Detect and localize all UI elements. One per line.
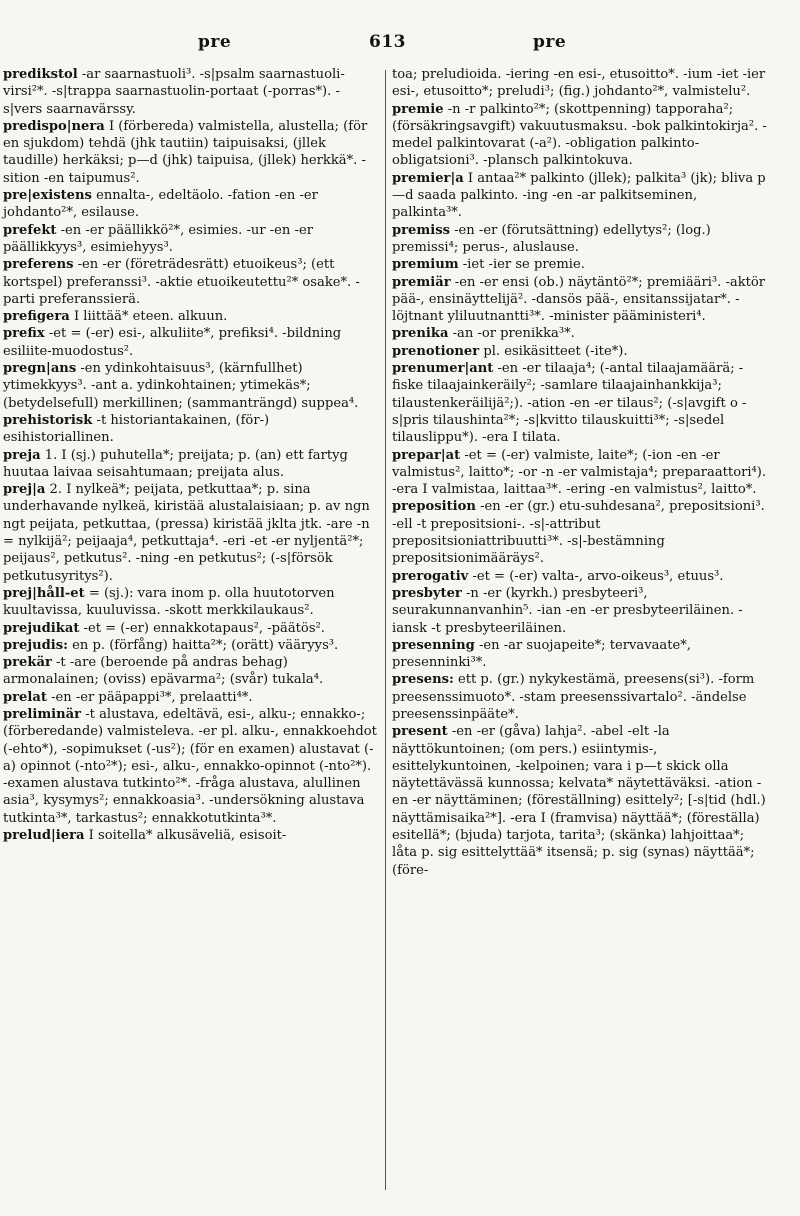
dictionary-entry xyxy=(392,222,768,257)
dictionary-entry xyxy=(3,412,379,447)
entry-headword: prerogativ xyxy=(392,568,469,584)
dictionary-entry xyxy=(3,308,379,325)
entry-headword: preferens xyxy=(3,257,74,273)
header-right-guideword: pre xyxy=(533,32,567,52)
entry-headword: prelud|iera xyxy=(3,828,85,844)
entry-headword: prekär xyxy=(3,655,52,671)
entry-definition: -en -er pääpappi³*, prelaatti⁴*. xyxy=(46,689,253,705)
dictionary-entry xyxy=(3,222,379,257)
dictionary-entry xyxy=(3,325,379,360)
entry-definition: -et = (-er) valmiste, laite*; (-ion -en -er valmistus², laitto*; -or -n -er valmistaja⁴; preparaattori⁴). -era I valmistaa, laittaa³*. -ering -en valmistus², laitto*. xyxy=(392,447,767,498)
entry-headword: prej|a xyxy=(3,482,46,498)
entry-headword: presenning xyxy=(392,637,475,653)
entry-headword: pre|existens xyxy=(3,188,92,204)
dictionary-entry xyxy=(3,637,379,654)
dictionary-entry xyxy=(3,689,379,706)
entry-headword: presbyter xyxy=(392,585,462,601)
entry-definition: -et = (-er) valta-, arvo-oikeus³, etuus³. xyxy=(468,568,724,584)
entry-headword: present xyxy=(392,724,448,740)
entry-definition: I soitella* alkusäveliä, esisoit- xyxy=(84,828,287,844)
entry-headword: premie xyxy=(392,101,444,117)
entry-definition: -t alustava, edeltävä, esi-, alku-; ennakko-; (förberedande) valmisteleva. -er pl. alku-, ennakkoehdot (-ehto*), -sopimukset (-us²); (för en examen) alustavat (-a) opinnot (-nto²*); esi-, alku-, ennakko-opinnot (-nto²*). -examen alustava tutkinto²*. -fråga alustava, alullinen asia³, kysymys²; ennakkoasia³. -undersökning alustava tutkinta³*, tarkastus²; ennakkotutkinta³*. xyxy=(3,706,377,826)
page-number: 613 xyxy=(369,32,406,52)
dictionary-entry xyxy=(392,498,768,567)
entry-definition: -en -er (gåva) lahja². -abel -elt -la näyttökuntoinen; (om pers.) esiintymis-, esittelykuntoinen, -kelpoinen; vara i p—t skick olla näytettävässä kunnossa; kelvata* näytettäväksi. -ation -en -er näyttäminen; (föreställning) esittely²; [-s|tid (hdl.) näyttämisaika²*]. -era I (framvisa) näyttää*; (föreställa) esitellä*; (bjuda) tarjota, tarita³; (skänka) lahjoittaa*; låta p. sig esittelyttää* itsensä; p. sig (synas) näyttää*; (före- xyxy=(392,724,766,878)
entry-headword: premium xyxy=(392,257,459,273)
entry-headword: preja xyxy=(3,447,41,463)
dictionary-entry xyxy=(392,723,768,879)
dictionary-entry xyxy=(3,654,379,689)
dictionary-entry xyxy=(3,256,379,308)
dictionary-entry xyxy=(3,620,379,637)
entry-definition: I antaa²* palkinto (jllek); palkita³ (jk); bliva p—d saada palkinto. -ing -en -ar palkitseminen, palkinta³*. xyxy=(392,170,766,221)
entry-definition: 1. I (sj.) puhutella*; preijata; p. (an) ett fartyg huutaa laivaa seisahtumaan; preijata alus. xyxy=(3,447,348,480)
entry-definition: -et = (-er) ennakkotapaus², -päätös². xyxy=(79,620,325,636)
entry-definition: I (förbereda) valmistella, alustella; (för en sjukdom) tehdä (jhk tautiin) taipuisaksi, (jllek taudille) herkäksi; p—d (jhk) taipuisa, (jllek) herkkä*. -sition -en taipumus². xyxy=(3,118,368,186)
dictionary-entry xyxy=(3,585,379,620)
entry-headword: prefekt xyxy=(3,222,57,238)
entry-definition: -en -ar suojapeite*; tervavaate*, presenninki³*. xyxy=(392,637,691,671)
entry-definition: -ar saarnastuoli³. -s|psalm saarnastuoli-virsi²*. -s|trappa saarnastuolin-portaat (-porras*). -s|vers saarnavärssy. xyxy=(3,67,345,117)
entry-headword: prejudis: xyxy=(3,637,68,653)
left-column xyxy=(3,66,379,844)
entry-definition: -en -er (företrädesrätt) etuoikeus³; (ett kortspel) preferanssi³. -aktie etuoikeutettu²* osake*. -parti preferanssierä. xyxy=(3,257,360,307)
entry-definition: pl. esikäsitteet (-ite*). xyxy=(479,343,628,359)
entry-headword: predikstol xyxy=(3,67,78,82)
right-column xyxy=(392,66,768,879)
dictionary-entry xyxy=(392,343,768,360)
entry-definition: 2. I nylkeä*; peijata, petkuttaa*; p. sina underhavande nylkeä, kiristää alustalaisiaan; p. av ngn ngt peijata, petkuttaa, (pressa) kiristää jklta jtk. -are -n = nylkijä²; peijaaja⁴, petkuttaja⁴. -eri -et -er nyljentä²*; peijaus², petkutus². -ning -en petkutus²; (-s|försök petkutusyritys²). xyxy=(3,482,370,584)
entry-definition: = (sj.): vara inom p. olla huutotorven kuultavissa, kuuluvissa. -skott merkkilaukaus². xyxy=(3,585,335,619)
entry-headword: preposition xyxy=(392,499,476,515)
entry-definition: -en -er (gr.) etu-suhdesana², prepositsioni³. -ell -t prepositsioni-. -s|-attribut prepositsioniattribuutti³*. -s|-bestämning prepositsionimääräys². xyxy=(392,499,765,567)
entry-definition: en p. (förfång) haitta²*; (orätt) vääryys³. xyxy=(67,637,339,653)
entry-headword: premier|a xyxy=(392,170,464,186)
entry-headword: prenumer|ant xyxy=(392,361,494,377)
entry-definition: -an -or prenikka³*. xyxy=(448,326,575,342)
column-divider xyxy=(385,70,386,1190)
entry-headword: prelat xyxy=(3,689,47,705)
entry-headword: premiär xyxy=(392,274,451,290)
dictionary-entry xyxy=(392,170,768,222)
dictionary-entry xyxy=(3,827,379,844)
entry-headword: prefigera xyxy=(3,309,70,325)
entry-headword: prefix xyxy=(3,326,45,342)
entry-definition: ennalta-, edeltäolo. -fation -en -er johdanto²*, esilause. xyxy=(3,188,318,221)
entry-definition: -t historiantakainen, (för-) esihistoriallinen. xyxy=(3,412,270,446)
dictionary-entry xyxy=(3,118,379,187)
entry-definition: -en ydinkohtaisuus³, (kärnfullhet) ytimekkyys³. -ant a. ydinkohtainen; ytimekäs*; (betydelsefull) merkillinen; (sammanträngd) suppea⁴. xyxy=(3,361,359,411)
entry-definition: I liittää* eteen. alkuun. xyxy=(69,309,228,325)
entry-headword: prehistorisk xyxy=(3,412,93,428)
dictionary-entry xyxy=(392,671,768,723)
dictionary-entry xyxy=(3,447,379,482)
dictionary-entry xyxy=(392,360,768,446)
entry-headword: predispo|nera xyxy=(3,118,105,134)
dictionary-entry xyxy=(3,187,379,222)
entry-definition: -n -r palkinto²*; (skottpenning) tapporaha²; (försäkringsavgift) vakuutusmaksu. -bok palkintokirja². -medel palkintovarat (-a²). -obligation palkinto-obligatsioni³. -plansch palkintokuva. xyxy=(392,101,767,169)
entry-headword: prej|håll-et xyxy=(3,585,85,601)
dictionary-entry xyxy=(392,274,768,326)
entry-headword: preliminär xyxy=(3,706,82,722)
page-header xyxy=(0,32,800,62)
dictionary-entry xyxy=(3,706,379,827)
entry-definition: -t -are (beroende på andras behag) armonalainen; (oviss) epävarma²; (svår) tukala⁴. xyxy=(3,655,324,688)
header-left-guideword: pre xyxy=(198,32,232,52)
dictionary-entry xyxy=(392,325,768,342)
entry-definition: -et = (-er) esi-, alkuliite*, prefiksi⁴. -bildning esiliite-muodostus². xyxy=(3,326,342,359)
dictionary-entry xyxy=(392,256,768,273)
entry-definition: ett p. (gr.) nykykestämä, preesens(si³). -form preesenssimuoto*. -stam preesenssivartalo². -ändelse preesenssinpääte*. xyxy=(392,672,755,722)
entry-definition: -en -er päällikkö²*, esimies. -ur -en -er päällikkyys³, esimiehyys³. xyxy=(3,222,313,255)
dictionary-entry xyxy=(3,66,379,118)
dictionary-entry xyxy=(3,481,379,585)
entry-headword: prenika xyxy=(392,326,449,342)
dictionary-entry xyxy=(392,66,768,101)
dictionary-entry xyxy=(392,101,768,170)
entry-headword: prenotioner xyxy=(392,343,480,359)
entry-headword: presens: xyxy=(392,672,454,688)
entry-definition: -iet -ier se premie. xyxy=(458,257,585,273)
entry-definition: -n -er (kyrkh.) presbyteeri³, seurakunnanvanhin⁵. -ian -en -er presbyteeriläinen. -iansk -t presbyteeriläinen. xyxy=(392,585,743,636)
dictionary-entry xyxy=(392,585,768,637)
dictionary-entry xyxy=(392,637,768,672)
entry-definition: -en -er tilaaja⁴; (-antal tilaajamäärä; -fiske tilaajainkeräily²; -samlare tilaajainhankkija³; tilaustenkeräilijä²;). -ation -en -er tilaus²; (-s|avgift o -s|pris tilaushinta²*; -s|kvitto tilauskuitti³*; -s|sedel tilauslippu*). -era I tilata. xyxy=(392,361,747,446)
entry-headword: premiss xyxy=(392,222,450,238)
entry-headword: prejudikat xyxy=(3,620,80,636)
entry-headword: pregn|ans xyxy=(3,361,77,377)
dictionary-entry xyxy=(392,447,768,499)
dictionary-entry xyxy=(392,568,768,585)
dictionary-entry xyxy=(3,360,379,412)
entry-definition: -en -er ensi (ob.) näytäntö²*; premiääri³. -aktör pää-, ensinäyttelijä². -dansös pää-, ensitanssijatar*. -löjtnant yliluutnantti³*. -minister pääministeri⁴. xyxy=(392,274,766,325)
entry-definition: -en -er (förutsättning) edellytys²; (log.) premissi⁴; perus-, aluslause. xyxy=(392,222,711,255)
entry-headword: prepar|at xyxy=(392,447,461,463)
entry-definition: toa; preludioida. -iering -en esi-, etusoitto*. -ium -iet -ier esi-, etusoitto*; preludi³; (fig.) johdanto²*, valmistelu². xyxy=(392,67,766,100)
